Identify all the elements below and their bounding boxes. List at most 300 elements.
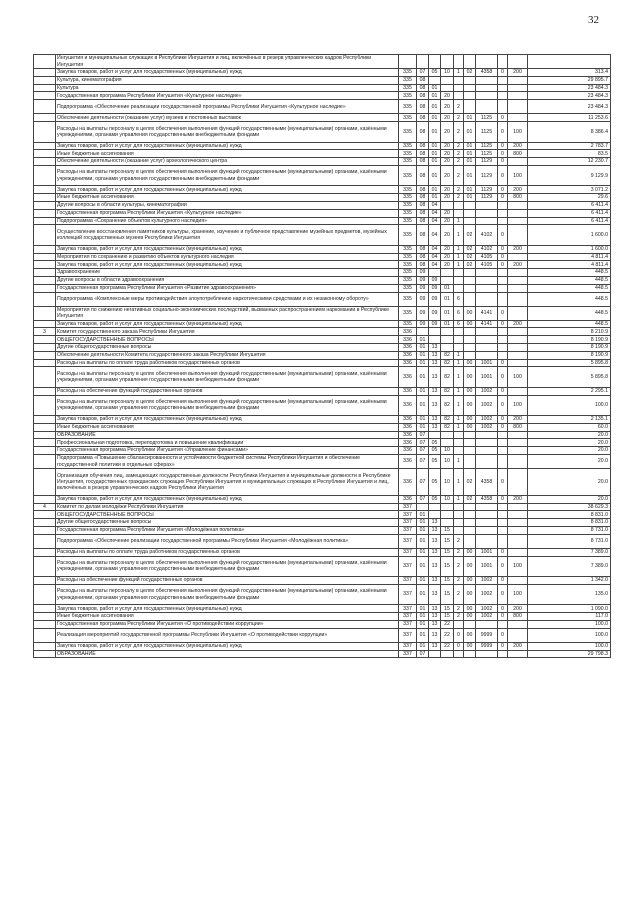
- row-code-c4: 15: [441, 534, 454, 548]
- row-code-c9: [508, 620, 528, 628]
- row-code-c7: 1002: [476, 577, 498, 585]
- row-code-c1: 335: [399, 100, 417, 114]
- row-name: Подпрограмма «Повышение сбалансированности и устойчивости бюджетной системы Республики Ингушетия и обеспечение государственной политики в отдельных сферах»: [56, 455, 399, 469]
- row-amount: 2 295.1: [528, 387, 611, 395]
- row-code-c3: 09: [429, 292, 441, 306]
- row-code-c8: [498, 447, 508, 455]
- row-code-c2: 01: [417, 511, 429, 519]
- row-code-c6: 00: [464, 423, 476, 431]
- row-code-c3: 13: [429, 577, 441, 585]
- row-code-c4: 20: [441, 194, 454, 202]
- row-code-c3: 13: [429, 527, 441, 535]
- row-code-c5: 2: [454, 158, 464, 166]
- row-code-c4: [441, 650, 454, 658]
- row-number: 3: [34, 328, 56, 336]
- row-code-c8: 0: [498, 605, 508, 613]
- row-name: Закупка товаров, работ и услуг для государственных (муниципальных) нужд: [56, 495, 399, 503]
- table-body: [34, 55, 611, 658]
- row-number: [34, 367, 56, 387]
- row-code-c3: 13: [429, 519, 441, 527]
- row-name: Закупка товаров, работ и услуг для государственных (муниципальных) нужд: [56, 320, 399, 328]
- row-code-c9: [508, 527, 528, 535]
- row-code-c5: 1: [454, 245, 464, 253]
- row-code-c8: 0: [498, 150, 508, 158]
- row-code-c7: [476, 76, 498, 84]
- row-code-c5: 0: [454, 628, 464, 642]
- row-code-c1: 335: [399, 194, 417, 202]
- row-name: Другие общегосударственные вопросы: [56, 519, 399, 527]
- row-code-c3: 01: [429, 150, 441, 158]
- row-code-c6: 00: [464, 605, 476, 613]
- row-code-c8: [498, 269, 508, 277]
- row-code-c7: 1129: [476, 158, 498, 166]
- row-code-c7: [476, 100, 498, 114]
- row-code-c7: [476, 503, 498, 511]
- row-code-c7: 1125: [476, 142, 498, 150]
- row-code-c2: 08: [417, 76, 429, 84]
- row-number: [34, 387, 56, 395]
- row-code-c7: 4358: [476, 69, 498, 77]
- row-code-c4: [441, 519, 454, 527]
- row-name: Мероприятия по снижению негативных социально-экономических последствий, вызванных распространением наркомании в Республике Ингушетия: [56, 306, 399, 320]
- table-row: [34, 284, 611, 292]
- row-code-c2: 08: [417, 84, 429, 92]
- row-code-c2: 09: [417, 292, 429, 306]
- row-number: [34, 276, 56, 284]
- row-code-c5: [454, 276, 464, 284]
- row-code-c3: 13: [429, 556, 441, 576]
- table-row: [34, 495, 611, 503]
- row-amount: 1 090.0: [528, 605, 611, 613]
- row-code-c5: 1: [454, 469, 464, 496]
- row-amount: 23 484.3: [528, 84, 611, 92]
- row-code-c7: [476, 455, 498, 469]
- table-row: [34, 416, 611, 424]
- row-number: [34, 650, 56, 658]
- row-name: Подпрограмма «Обеспечение реализации государственной программы Республики Ингушетия «Молодёжная политика»: [56, 534, 399, 548]
- row-code-c3: 13: [429, 605, 441, 613]
- row-number: [34, 186, 56, 194]
- row-code-c8: 0: [498, 165, 508, 185]
- row-code-c6: 00: [464, 416, 476, 424]
- table-row: [34, 209, 611, 217]
- row-code-c5: 2: [454, 142, 464, 150]
- row-code-c5: 2: [454, 556, 464, 576]
- row-name: Обеспечение деятельности Комитета государственного заказа Республики Ингушетия: [56, 351, 399, 359]
- row-code-c5: 2: [454, 194, 464, 202]
- row-code-c6: [464, 534, 476, 548]
- row-amount: 20.0: [528, 439, 611, 447]
- row-amount: 8 831.0: [528, 519, 611, 527]
- table-row: [34, 253, 611, 261]
- row-code-c4: [441, 431, 454, 439]
- row-code-c9: 100: [508, 584, 528, 604]
- row-code-c4: [441, 276, 454, 284]
- row-name: Иные бюджетные ассигнования: [56, 423, 399, 431]
- row-code-c4: 82: [441, 387, 454, 395]
- row-amount: 4 811.4: [528, 253, 611, 261]
- row-code-c1: 336: [399, 367, 417, 387]
- row-code-c8: 0: [498, 122, 508, 142]
- row-code-c2: 01: [417, 387, 429, 395]
- row-code-c9: 100: [508, 395, 528, 415]
- row-code-c5: 2: [454, 165, 464, 185]
- row-code-c3: 09: [429, 320, 441, 328]
- row-code-c5: [454, 284, 464, 292]
- row-code-c1: 335: [399, 284, 417, 292]
- row-amount: 1 600.0: [528, 245, 611, 253]
- row-code-c4: 15: [441, 605, 454, 613]
- row-code-c6: 02: [464, 261, 476, 269]
- row-code-c2: 08: [417, 165, 429, 185]
- row-amount: 448.5: [528, 269, 611, 277]
- row-number: [34, 142, 56, 150]
- row-code-c4: [441, 201, 454, 209]
- row-code-c2: 07: [417, 431, 429, 439]
- table-row: [34, 150, 611, 158]
- row-code-c5: [454, 650, 464, 658]
- row-code-c3: 04: [429, 253, 441, 261]
- row-code-c1: 336: [399, 495, 417, 503]
- row-code-c2: 01: [417, 527, 429, 535]
- row-code-c7: 1129: [476, 186, 498, 194]
- row-code-c9: [508, 209, 528, 217]
- row-name: Культура, кинематография: [56, 76, 399, 84]
- table-row: [34, 503, 611, 511]
- row-amount: 7 389.0: [528, 556, 611, 576]
- row-code-c1: 335: [399, 253, 417, 261]
- row-code-c4: 20: [441, 186, 454, 194]
- row-number: [34, 395, 56, 415]
- row-code-c4: 10: [441, 447, 454, 455]
- row-code-c5: [454, 328, 464, 336]
- row-code-c1: 335: [399, 165, 417, 185]
- row-number: [34, 217, 56, 225]
- row-code-c3: 01: [429, 122, 441, 142]
- row-code-c5: 1: [454, 69, 464, 77]
- row-code-c9: [508, 276, 528, 284]
- row-code-c1: 337: [399, 605, 417, 613]
- row-name: Другие вопросы в области культуры, кинематографии: [56, 201, 399, 209]
- row-code-c5: 1: [454, 387, 464, 395]
- row-code-c6: 00: [464, 367, 476, 387]
- row-code-c6: 01: [464, 186, 476, 194]
- table-row: [34, 367, 611, 387]
- row-code-c2: 01: [417, 519, 429, 527]
- row-number: [34, 165, 56, 185]
- row-code-c6: 02: [464, 253, 476, 261]
- row-code-c2: 07: [417, 495, 429, 503]
- row-code-c8: 0: [498, 245, 508, 253]
- row-code-c9: [508, 328, 528, 336]
- table-row: [34, 76, 611, 84]
- row-code-c7: 4141: [476, 320, 498, 328]
- row-code-c9: 200: [508, 261, 528, 269]
- row-code-c2: 01: [417, 351, 429, 359]
- row-code-c5: 1: [454, 416, 464, 424]
- row-code-c6: [464, 84, 476, 92]
- row-name: Закупка товаров, работ и услуг для государственных (муниципальных) нужд: [56, 416, 399, 424]
- row-code-c3: 09: [429, 276, 441, 284]
- row-code-c3: 04: [429, 261, 441, 269]
- row-code-c9: [508, 519, 528, 527]
- row-code-c4: 82: [441, 416, 454, 424]
- row-number: [34, 416, 56, 424]
- row-code-c1: 335: [399, 69, 417, 77]
- row-code-c7: [476, 511, 498, 519]
- row-name: Обеспечение деятельности (оказание услуг) музеев и постоянных выставок: [56, 114, 399, 122]
- row-code-c7: [476, 209, 498, 217]
- row-code-c6: [464, 100, 476, 114]
- row-code-c7: [476, 519, 498, 527]
- row-code-c2: 01: [417, 416, 429, 424]
- row-code-c7: 9999: [476, 628, 498, 642]
- table-row: [34, 351, 611, 359]
- row-number: [34, 511, 56, 519]
- table-row: [34, 455, 611, 469]
- row-code-c2: 08: [417, 225, 429, 245]
- row-name: Государственная программа Республики Ингушетия «Развитие здравоохранения»: [56, 284, 399, 292]
- row-number: 4: [34, 503, 56, 511]
- row-code-c7: [476, 92, 498, 100]
- row-code-c3: 05: [429, 455, 441, 469]
- table-row: [34, 344, 611, 352]
- row-code-c4: 20: [441, 100, 454, 114]
- row-code-c6: [464, 92, 476, 100]
- row-code-c3: 13: [429, 359, 441, 367]
- row-code-c9: 200: [508, 320, 528, 328]
- row-code-c2: 09: [417, 320, 429, 328]
- row-code-c6: [464, 217, 476, 225]
- row-code-c9: 800: [508, 194, 528, 202]
- row-number: [34, 548, 56, 556]
- row-code-c5: [454, 447, 464, 455]
- row-code-c9: 800: [508, 613, 528, 621]
- row-code-c6: [464, 455, 476, 469]
- row-code-c8: [498, 292, 508, 306]
- row-code-c9: [508, 344, 528, 352]
- row-code-c2: 01: [417, 577, 429, 585]
- budget-table: [33, 54, 611, 658]
- row-name: Расходы на выплаты по оплате труда работников государственных органов: [56, 359, 399, 367]
- row-amount: 11 253.6: [528, 114, 611, 122]
- row-code-c9: [508, 217, 528, 225]
- row-code-c1: 337: [399, 620, 417, 628]
- row-code-c2: 08: [417, 217, 429, 225]
- row-code-c1: 337: [399, 628, 417, 642]
- row-code-c1: 337: [399, 650, 417, 658]
- table-row: [34, 292, 611, 306]
- row-code-c8: 0: [498, 387, 508, 395]
- row-code-c8: [498, 328, 508, 336]
- row-name: Закупка товаров, работ и услуг для государственных (муниципальных) нужд: [56, 605, 399, 613]
- row-number: [34, 209, 56, 217]
- row-code-c9: [508, 55, 528, 69]
- row-code-c6: [464, 344, 476, 352]
- row-code-c8: 0: [498, 416, 508, 424]
- row-amount: 8 190.9: [528, 351, 611, 359]
- row-amount: 2 783.7: [528, 142, 611, 150]
- row-code-c5: 2: [454, 577, 464, 585]
- row-number: [34, 344, 56, 352]
- row-code-c5: [454, 344, 464, 352]
- row-amount: 60.0: [528, 423, 611, 431]
- row-code-c1: 336: [399, 439, 417, 447]
- row-name: Комитет по делам молодёжи Республики Ингушетия: [56, 503, 399, 511]
- row-code-c1: 335: [399, 92, 417, 100]
- row-code-c4: 20: [441, 245, 454, 253]
- row-amount: 100.0: [528, 395, 611, 415]
- row-number: [34, 423, 56, 431]
- row-code-c6: [464, 328, 476, 336]
- row-code-c6: 00: [464, 628, 476, 642]
- row-amount: 448.5: [528, 306, 611, 320]
- row-code-c8: [498, 336, 508, 344]
- row-amount: 100.0: [528, 620, 611, 628]
- table-row: [34, 186, 611, 194]
- row-amount: 117.0: [528, 613, 611, 621]
- row-code-c5: 2: [454, 122, 464, 142]
- row-code-c1: 336: [399, 395, 417, 415]
- row-code-c6: [464, 431, 476, 439]
- table-row: [34, 613, 611, 621]
- row-code-c7: [476, 439, 498, 447]
- row-code-c8: 0: [498, 423, 508, 431]
- row-name: Расходы на выплаты персоналу в целях обеспечения выполнения функций государственными (муниципальными) органами, казёнными учреждениями, органами управления государственными внебюджетными фондами: [56, 367, 399, 387]
- row-code-c8: [498, 455, 508, 469]
- row-number: [34, 359, 56, 367]
- table-row: [34, 577, 611, 585]
- row-code-c5: 6: [454, 306, 464, 320]
- row-code-c9: [508, 359, 528, 367]
- row-code-c5: 1: [454, 423, 464, 431]
- row-code-c4: 20: [441, 122, 454, 142]
- row-code-c4: 20: [441, 142, 454, 150]
- row-code-c9: 200: [508, 416, 528, 424]
- row-code-c5: [454, 201, 464, 209]
- row-number: [34, 225, 56, 245]
- row-name: Комитет государственного заказа Республики Ингушетия: [56, 328, 399, 336]
- row-name: Осуществление восстановления памятников культуры, хранение, изучение и публичное представление музейных предметов, музейных коллекций государственных музеев Республики Ингушетия: [56, 225, 399, 245]
- row-code-c1: 335: [399, 76, 417, 84]
- row-code-c4: 20: [441, 217, 454, 225]
- row-number: [34, 292, 56, 306]
- row-code-c6: 01: [464, 194, 476, 202]
- row-code-c4: 15: [441, 556, 454, 576]
- row-name: Другие вопросы в области здравоохранения: [56, 276, 399, 284]
- row-code-c9: [508, 387, 528, 395]
- row-amount: 20.0: [528, 431, 611, 439]
- row-amount: 5 895.8: [528, 359, 611, 367]
- row-name: Обеспечение деятельности (оказание услуг) археологического центра: [56, 158, 399, 166]
- table-row: [34, 642, 611, 650]
- table-row: [34, 469, 611, 496]
- row-code-c9: [508, 577, 528, 585]
- row-code-c6: 00: [464, 577, 476, 585]
- table-row: [34, 628, 611, 642]
- row-code-c7: [476, 276, 498, 284]
- row-code-c2: 08: [417, 261, 429, 269]
- row-code-c3: 05: [429, 495, 441, 503]
- row-amount: 135.0: [528, 584, 611, 604]
- row-code-c8: 0: [498, 306, 508, 320]
- row-code-c3: 01: [429, 142, 441, 150]
- row-code-c5: [454, 209, 464, 217]
- row-code-c2: 07: [417, 447, 429, 455]
- table-row: [34, 306, 611, 320]
- row-code-c8: [498, 351, 508, 359]
- row-number: [34, 584, 56, 604]
- row-code-c3: [429, 76, 441, 84]
- row-code-c1: 335: [399, 306, 417, 320]
- row-code-c4: 82: [441, 359, 454, 367]
- row-code-c9: [508, 114, 528, 122]
- row-code-c4: 01: [441, 306, 454, 320]
- row-code-c1: 335: [399, 122, 417, 142]
- row-code-c5: 2: [454, 548, 464, 556]
- row-code-c8: [498, 534, 508, 548]
- row-amount: 313.4: [528, 69, 611, 77]
- table-row: [34, 114, 611, 122]
- row-code-c6: [464, 527, 476, 535]
- row-code-c4: 82: [441, 367, 454, 387]
- row-code-c4: 20: [441, 165, 454, 185]
- row-code-c7: [476, 527, 498, 535]
- row-code-c8: [498, 55, 508, 69]
- row-amount: 8 190.9: [528, 344, 611, 352]
- row-amount: 23 484.3: [528, 92, 611, 100]
- row-code-c9: 800: [508, 423, 528, 431]
- row-name: Государственная программа Республики Ингушетия «О противодействии коррупции»: [56, 620, 399, 628]
- row-code-c9: 200: [508, 142, 528, 150]
- row-number: [34, 261, 56, 269]
- row-name: Расходы на выплаты персоналу в целях обеспечения выполнения функций государственными (муниципальными) органами, казёнными учреждениями, органами управления государственными внебюджетными фондами: [56, 584, 399, 604]
- row-code-c9: [508, 84, 528, 92]
- row-name: Расходы на выплаты персоналу в целях обеспечения выполнения функций государственными (муниципальными) органами, казёнными учреждениями, органами управления государственными внебюджетными фондами: [56, 165, 399, 185]
- row-code-c5: [454, 55, 464, 69]
- row-code-c6: 00: [464, 556, 476, 576]
- row-code-c2: [417, 328, 429, 336]
- row-code-c6: 00: [464, 613, 476, 621]
- row-name: Ингушетия и муниципальных служащих в Республике Ингушетия и лиц, включённых в резерв управленческих кадров Республики Ингушетия: [56, 55, 399, 69]
- row-code-c7: 1002: [476, 395, 498, 415]
- row-code-c3: [429, 269, 441, 277]
- row-code-c8: 0: [498, 359, 508, 367]
- table-row: [34, 620, 611, 628]
- row-amount: 5 895.8: [528, 367, 611, 387]
- row-number: [34, 100, 56, 114]
- row-number: [34, 194, 56, 202]
- row-code-c2: 01: [417, 395, 429, 415]
- row-name: Подпрограмма «Сохранение объектов культурного наследия»: [56, 217, 399, 225]
- row-code-c5: [454, 620, 464, 628]
- row-code-c8: [498, 519, 508, 527]
- row-code-c9: [508, 225, 528, 245]
- table-row: [34, 395, 611, 415]
- row-code-c9: 100: [508, 122, 528, 142]
- row-amount: 20.0: [528, 447, 611, 455]
- row-code-c5: [454, 519, 464, 527]
- row-code-c6: [464, 650, 476, 658]
- row-amount: 8 190.9: [528, 336, 611, 344]
- row-code-c8: [498, 527, 508, 535]
- row-code-c6: 00: [464, 395, 476, 415]
- row-code-c4: 82: [441, 423, 454, 431]
- row-code-c3: 05: [429, 447, 441, 455]
- row-code-c7: [476, 351, 498, 359]
- row-code-c2: 01: [417, 367, 429, 387]
- row-code-c3: 01: [429, 92, 441, 100]
